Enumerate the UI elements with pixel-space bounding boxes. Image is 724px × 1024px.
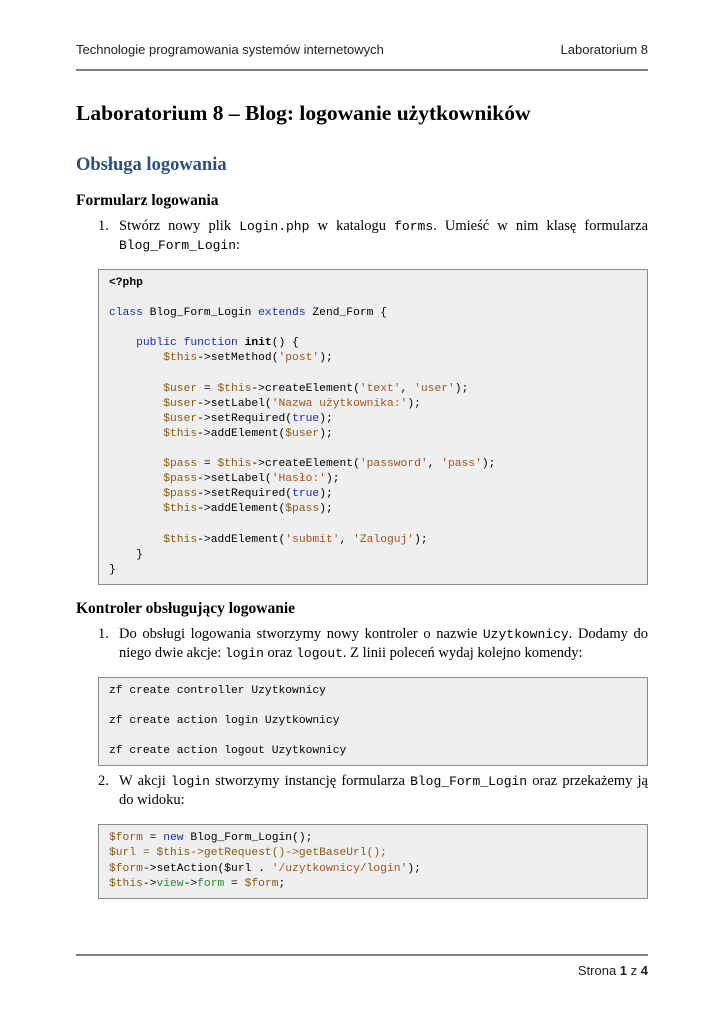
code-text: ->setAction($url . <box>142 862 272 875</box>
item-text: : <box>236 237 241 253</box>
code-block-zf-commands <box>98 677 648 766</box>
inline-code: login <box>224 645 264 661</box>
code-text: ); <box>319 488 333 501</box>
code-text: , <box>339 533 354 546</box>
code-string: 'pass' <box>441 458 482 471</box>
code-string: 'Hasło:' <box>271 473 326 486</box>
footer-total-pages: 4 <box>640 963 648 978</box>
inline-code: Blog_Form_Login <box>410 774 528 790</box>
code-variable: $form <box>109 862 143 875</box>
code-keyword: function <box>183 337 238 350</box>
subsection-heading-form: Formularz logowania <box>76 192 219 209</box>
code-variable: $this <box>163 352 198 365</box>
document-body <box>76 100 648 899</box>
footer-rule <box>76 954 648 956</box>
code-variable: $user <box>163 382 198 395</box>
item-text: . Z linii poleceń wydaj kolejno komendy: <box>342 644 583 661</box>
code-keyword: class <box>109 307 143 320</box>
code-text: = <box>142 832 164 845</box>
list-item <box>76 217 648 255</box>
code-text: Zend_Form { <box>305 307 387 320</box>
list-item <box>76 772 648 810</box>
code-string: 'submit' <box>285 533 340 546</box>
code-text: ); <box>454 382 469 395</box>
code-text: ); <box>319 427 333 440</box>
code-variable: $this <box>163 533 198 546</box>
item-text: W akcji <box>119 773 171 790</box>
inline-code: Blog_Form_Login <box>119 238 237 253</box>
code-variable: $pass <box>163 488 198 501</box>
code-keyword: true <box>292 412 320 425</box>
code-keyword: true <box>292 488 320 501</box>
code-string: 'Nazwa użytkownika:' <box>271 397 408 410</box>
header-rule <box>76 69 648 71</box>
code-line: zf create controller Uzytkownicy <box>109 684 326 697</box>
item-text: stworzymy instancję formularza <box>209 773 411 790</box>
code-variable: $user <box>163 412 198 425</box>
list-number: 2. <box>98 773 109 790</box>
footer-separator: z <box>627 963 641 978</box>
section-heading-login: Obsługa logowania <box>76 155 227 175</box>
code-function: init <box>244 337 272 350</box>
code-variable: $this <box>217 382 252 395</box>
item-text: w katalogu <box>309 218 395 234</box>
code-variable: $this <box>163 427 198 440</box>
code-variable: $form <box>109 832 143 845</box>
code-property: view <box>156 877 184 890</box>
list-number: 1. <box>98 218 109 234</box>
code-variable: $pass <box>163 458 198 471</box>
code-property: form <box>197 877 225 890</box>
code-text: } <box>109 563 116 576</box>
code-text: ->createElement( <box>251 458 360 471</box>
list-number: 1. <box>98 625 109 642</box>
code-block-login-form <box>98 269 648 585</box>
inline-code: forms <box>394 219 434 234</box>
code-text: ); <box>481 458 496 471</box>
code-text: ->setRequired( <box>197 412 293 425</box>
code-variable: $url = $this->getRequest()->getBaseUrl(); <box>109 847 387 860</box>
code-text: , <box>427 458 442 471</box>
inline-code: logout <box>296 645 343 661</box>
code-text: Blog_Form_Login <box>142 307 259 320</box>
code-line: <?php <box>109 277 143 289</box>
code-text: ->setLabel( <box>197 473 272 486</box>
code-text: ); <box>319 352 333 365</box>
code-string: '/uzytkownicy/login' <box>271 862 408 875</box>
document-title: Laboratorium 8 – Blog: logowanie użytkowników <box>76 101 531 125</box>
footer-prefix: Strona <box>577 963 620 978</box>
code-text: ->addElement( <box>197 533 286 546</box>
item-text: Do obsługi logowania stworzymy nowy kontroler o nazwie <box>119 625 483 642</box>
header-lab-number: Laboratorium 8 <box>560 42 648 57</box>
code-text: ); <box>319 412 333 425</box>
code-keyword: public <box>136 337 177 350</box>
footer-page-number: 1 <box>619 963 628 978</box>
code-block-login-action <box>98 824 648 898</box>
code-text: , <box>400 382 415 395</box>
page-footer <box>578 963 648 978</box>
code-line: zf create action login Uzytkownicy <box>109 715 340 728</box>
code-text: ); <box>319 503 333 516</box>
item-text: oraz przekażemy ją do widoku: <box>119 773 648 809</box>
code-text: = <box>197 382 218 395</box>
code-text: ; <box>278 877 286 890</box>
subsection-heading-controller: Kontroler obsługujący logowanie <box>76 599 296 617</box>
code-text: ->createElement( <box>251 382 360 395</box>
code-text: ->setMethod( <box>197 352 279 365</box>
code-text: ->setRequired( <box>197 488 293 501</box>
code-text: ); <box>407 397 421 410</box>
code-variable: $user <box>163 397 198 410</box>
code-keyword: new <box>163 832 184 845</box>
code-variable: $this <box>109 877 143 890</box>
code-text: ->addElement( <box>197 427 286 440</box>
list-item <box>76 625 648 663</box>
header-course-title: Technologie programowania systemów internetowych <box>76 42 384 57</box>
code-text: ); <box>407 862 421 875</box>
code-text: } <box>136 548 143 561</box>
code-string: 'password' <box>359 458 428 471</box>
code-variable: $pass <box>163 473 198 486</box>
code-variable: $user <box>285 427 320 440</box>
code-variable: $pass <box>285 503 320 516</box>
code-line: zf create action logout Uzytkownicy <box>109 745 347 758</box>
code-text: -> <box>183 877 198 890</box>
item-text: Stwórz nowy plik <box>119 218 240 234</box>
code-string: 'user' <box>414 382 455 395</box>
code-string: 'Zaloguj' <box>353 533 415 546</box>
code-text: ); <box>325 473 340 486</box>
item-text: . Umieść w nim klasę formularza <box>433 218 649 234</box>
code-variable: $this <box>217 458 252 471</box>
code-text: ->addElement( <box>197 503 286 516</box>
inline-code: Login.php <box>239 219 310 234</box>
code-text: -> <box>142 877 157 890</box>
code-text: = <box>197 458 218 471</box>
code-text: () { <box>271 337 299 350</box>
code-text: ->setLabel( <box>197 397 272 410</box>
code-string: 'post' <box>278 352 320 365</box>
inline-code: login <box>170 774 210 790</box>
code-variable: $this <box>163 503 198 516</box>
code-variable: $form <box>244 877 279 890</box>
item-text: . Dodamy do niego dwie akcje: <box>119 625 648 661</box>
page-header <box>76 42 648 62</box>
code-keyword: extends <box>258 307 306 320</box>
code-text: ); <box>414 533 428 546</box>
code-text: Blog_Form_Login(); <box>183 832 313 845</box>
code-string: 'text' <box>359 382 401 395</box>
item-text: oraz <box>263 644 297 661</box>
inline-code: Uzytkownicy <box>482 626 569 642</box>
code-text: = <box>224 877 245 890</box>
